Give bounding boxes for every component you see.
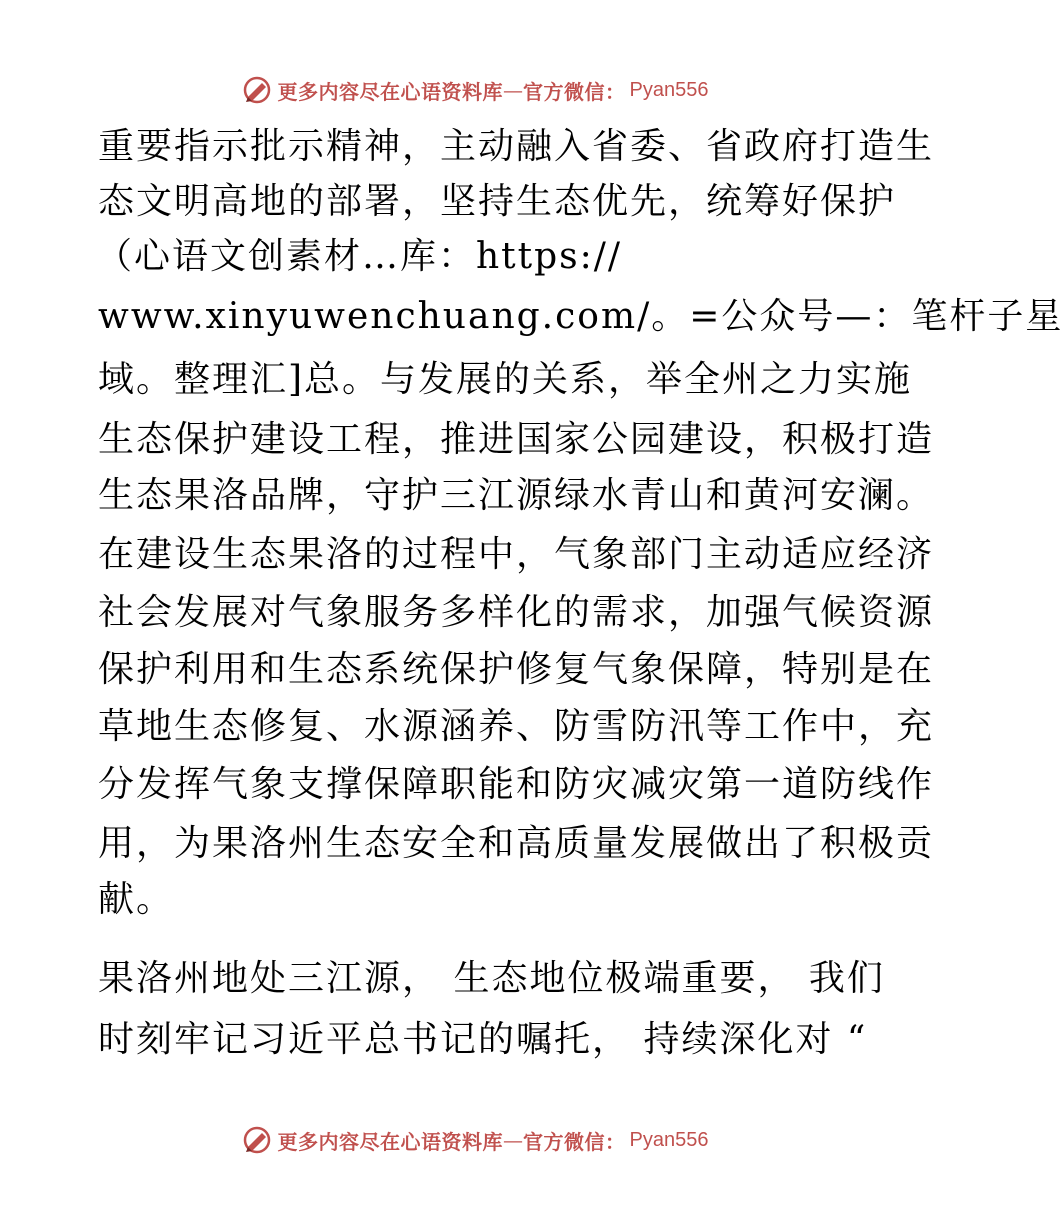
pen-logo-icon (242, 1125, 272, 1155)
body-line: 生态保护建设工程，推进国家公园建设，积极打造 (98, 419, 935, 460)
header-banner (0, 70, 950, 110)
body-line: 献。 (98, 879, 175, 920)
footer-banner (0, 1120, 950, 1160)
banner-separator: — (503, 1128, 524, 1152)
banner-title: 更多内容尽在心语资料库 (277, 1129, 504, 1154)
body-line: 域。整理汇]总。与发展的关系，举全州之力实施 (98, 359, 913, 400)
body-line: www.xinyuwenchuang.com/。=公众号—：笔杆子星 (98, 296, 1063, 337)
banner-account: Pyan556 (629, 78, 709, 101)
body-line: 社会发展对气象服务多样化的需求，加强气候资源 (98, 592, 935, 633)
body-line: 重要指示批示精神，主动融入省委、省政府打造生 (98, 126, 935, 167)
banner-official-label: 官方微信： (523, 1129, 626, 1154)
body-line: 草地生态修复、水源涵养、防雪防汛等工作中，充 (98, 706, 935, 747)
banner-account: Pyan556 (629, 1128, 709, 1151)
body-line: 保护利用和生态系统保护修复气象保障，特别是在 (98, 649, 935, 690)
pen-logo-icon (242, 75, 272, 105)
body-line: 生态果洛品牌，守护三江源绿水青山和黄河安澜。 (98, 475, 935, 516)
body-line: 时刻牢记习近平总书记的嘱托， 持续深化对 “ (98, 1019, 868, 1060)
banner-title: 更多内容尽在心语资料库 (277, 79, 504, 104)
body-line: 用，为果洛州生态安全和高质量发展做出了积极贡 (98, 823, 935, 864)
body-line: 果洛州地处三江源， 生态地位极端重要， 我们 (98, 958, 885, 999)
banner-separator: — (503, 78, 524, 102)
body-line: （心语文创素材…库：https:// (96, 236, 623, 277)
body-line: 在建设生态果洛的过程中，气象部门主动适应经济 (98, 534, 935, 575)
banner-official-label: 官方微信： (523, 79, 626, 104)
body-line: 态文明高地的部署，坚持生态优先，统筹好保护 (98, 181, 897, 222)
body-line: 分发挥气象支撑保障职能和防灾减灾第一道防线作 (98, 764, 935, 805)
